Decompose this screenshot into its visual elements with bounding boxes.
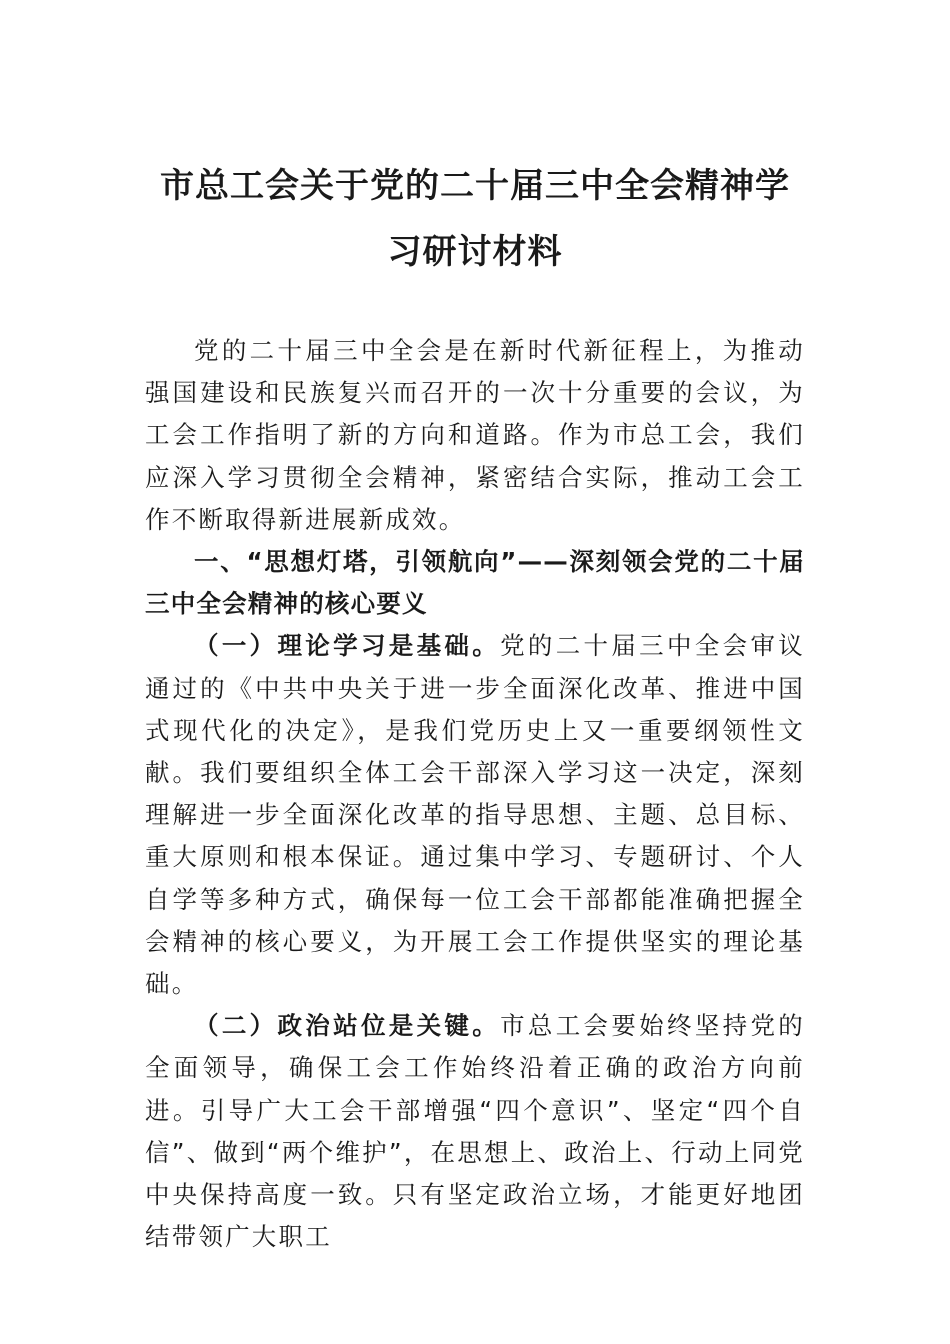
document-body — [145, 330, 805, 1258]
subsection-2-paragraph — [145, 1005, 805, 1258]
intro-paragraph: 党的二十届三中全会是在新时代新征程上，为推动强国建设和民族复兴而召开的一次十分重要的会议，为工会工作指明了新的方向和道路。作为市总工会，我们应深入学习贯彻全会精神，紧密结合实际，推动工会工作不断取得新进展新成效。 — [145, 336, 805, 534]
document-title-line2: 习研讨材料 — [387, 232, 563, 272]
subsection-1-paragraph — [145, 625, 805, 1005]
subsection-1-lead: （一）理论学习是基础。 — [194, 631, 501, 661]
section-heading: 一、“思想灯塔，引领航向”——深刻领会党的二十届三中全会精神的核心要义 — [145, 547, 805, 619]
subsection-1-text: 党的二十届三中全会审议通过的《中共中央关于进一步全面深化改革、推进中国式现代化的决定》，是我们党历史上又一重要纲领性文献。我们要组织全体工会干部深入学习这一决定，深刻理解进一步全面深化改革的指导思想、主题、总目标、重大原则和根本保证。通过集中学习、专题研讨、个人自学等多种方式，确保每一位工会干部都能准确把握全会精神的核心要义，为开展工会工作提供坚实的理论基础。 — [145, 631, 805, 999]
subsection-2-lead: （二）政治站位是关键。 — [194, 1011, 501, 1041]
subsection-2-text: 市总工会要始终坚持党的全面领导，确保工会工作始终沿着正确的政治方向前进。引导广大工会干部增强“四个意识”、坚定“四个自信”、做到“两个维护”，在思想上、政治上、行动上同党中央保持高度一致。只有坚定政治立场，才能更好地团结带领广大职工 — [145, 1011, 805, 1252]
document-title-line1: 市总工会关于党的二十届三中全会精神学 — [160, 166, 790, 206]
